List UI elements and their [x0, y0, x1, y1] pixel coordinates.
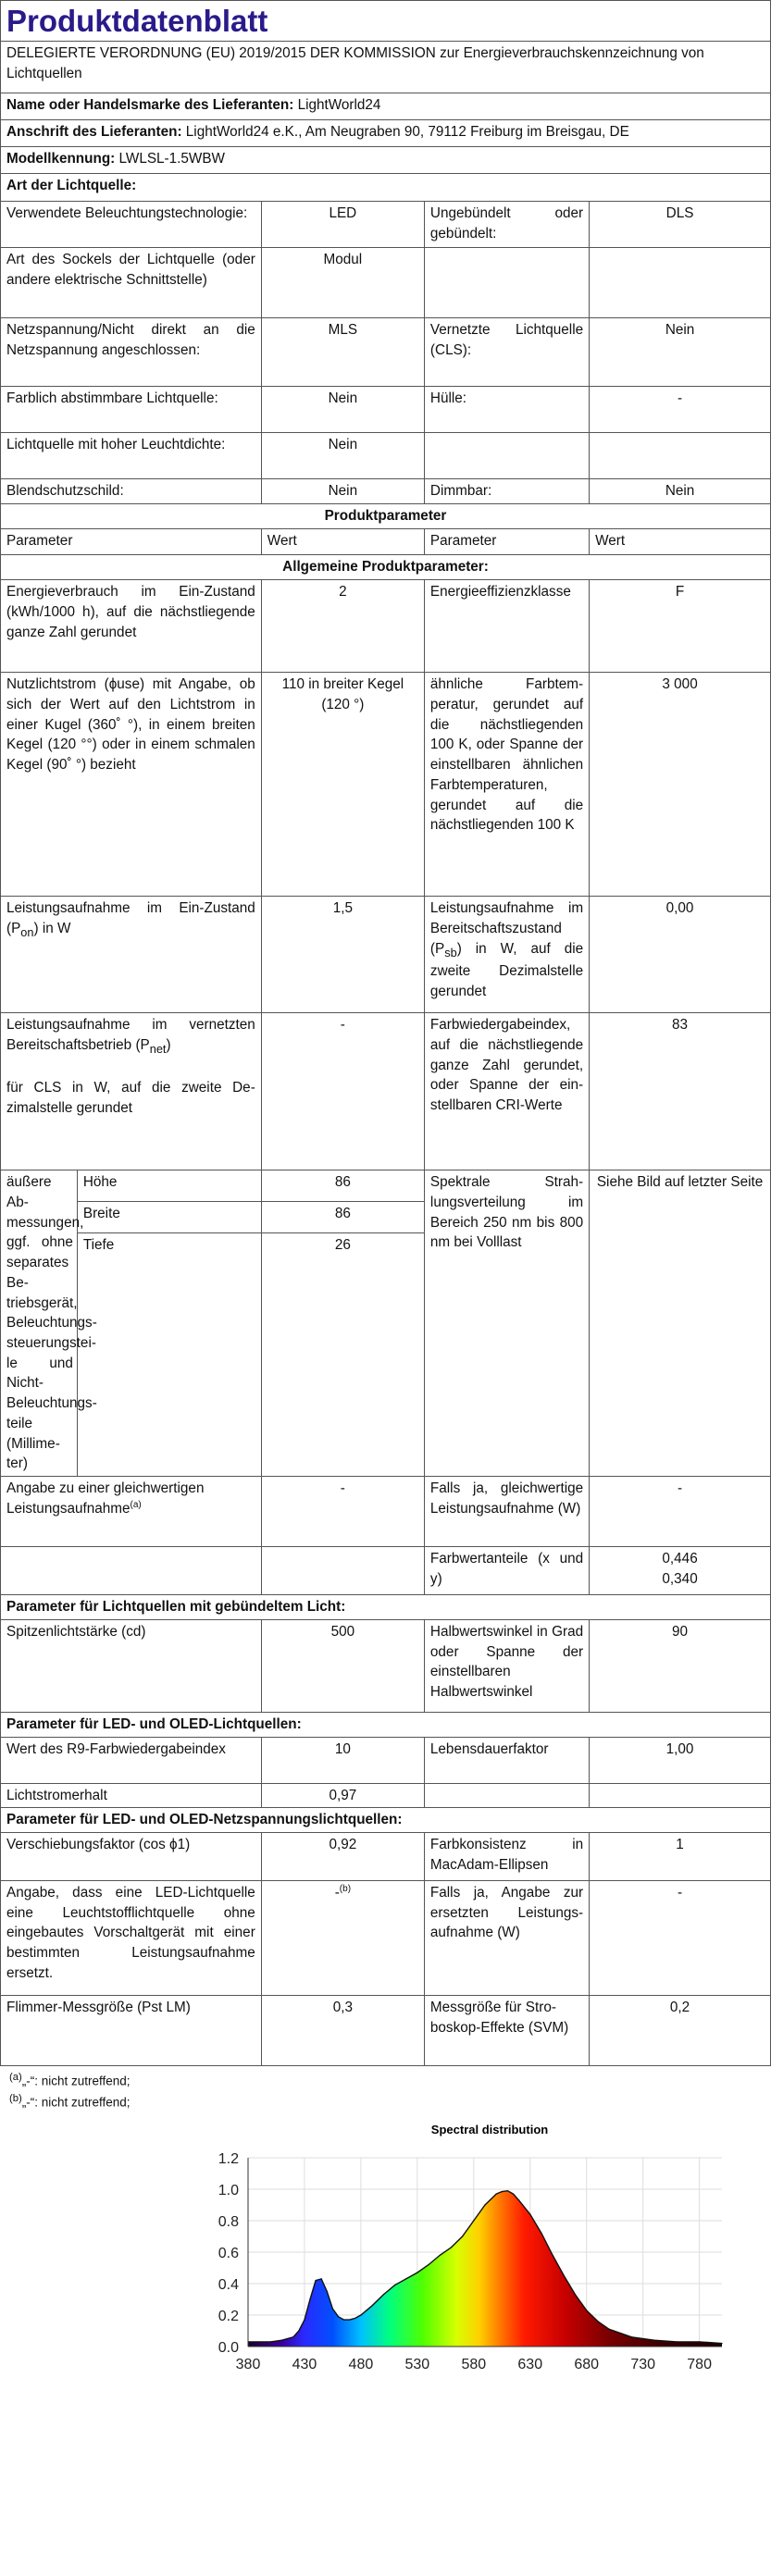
data-point [321, 2278, 322, 2279]
y-tick-label: 0.2 [218, 2308, 239, 2324]
table-row [1, 580, 771, 673]
y-tick-label: 0.4 [218, 2276, 239, 2293]
param-value: 500 [261, 1619, 424, 1712]
param-label: Energieverbrauch im Ein-Zustand (kWh/1000 h), auf die nächstliegende ganze Zahl gerundet [1, 580, 262, 673]
param-label: Art des Sockels der Lichtquelle (oder andere elektrische Schnittstelle) [1, 248, 262, 318]
param-value: - [590, 1477, 771, 1547]
data-point [513, 2193, 514, 2194]
param-label: Lebensdauerfaktor [424, 1737, 589, 1783]
y-tick-label: 0.6 [218, 2245, 239, 2261]
param-label: Ungebündelt oder gebündelt: [424, 202, 589, 248]
cri-label: Farbwiedergabeindex, auf die nächstliegende ganze Zahl gerundet, oder Spanne der einstellbaren CRI-Werte [424, 1013, 589, 1170]
column-header: Wert [590, 529, 771, 555]
data-point [338, 2316, 339, 2317]
param-value: Nein [261, 479, 424, 504]
table-row [1, 1619, 771, 1712]
param-value: 10 [261, 1737, 424, 1783]
page-title: Produktdatenblatt [1, 1, 771, 42]
data-point [564, 2275, 565, 2276]
param-value: DLS [590, 202, 771, 248]
chart-title: Spectral distribution [430, 2122, 549, 2136]
y-tick-label: 1.0 [218, 2182, 239, 2198]
column-header: Wert [261, 529, 424, 555]
table-row [1, 1170, 771, 1202]
y-tick-label: 1.2 [218, 2150, 239, 2167]
regulation-text: DELEGIERTE VERORDNUNG (EU) 2019/2015 DER KOMMISSION zur Energieverbrauchskennzeichnung von Lichtquellen [1, 42, 771, 93]
param-label: Falls ja, Angabe zur ersetzten Leistungsaufnahme (W) [424, 1880, 589, 1995]
supplier-name-row [1, 93, 771, 120]
param-value: 0,3 [261, 1995, 424, 2065]
chromaticity-label: Farbwertanteile (x und y) [424, 1547, 589, 1595]
data-point [677, 2341, 678, 2342]
supplier-name-label: Name oder Handelsmarke des Lieferanten: [6, 97, 294, 114]
param-label: Spitzenlichtstärke (cd) [1, 1619, 262, 1712]
table-row [1, 1547, 771, 1595]
y-tick-label: 0.0 [218, 2339, 239, 2356]
x-tick-label: 430 [292, 2356, 317, 2372]
cri-value: 83 [590, 1013, 771, 1170]
x-tick-label: 580 [461, 2356, 487, 2372]
data-point [270, 2341, 271, 2342]
table-row [1, 1832, 771, 1880]
param-value: Nein [261, 387, 424, 433]
power-standby-value: 0,00 [590, 897, 771, 1013]
param-label: Flimmer-Messgröße (Pst LM) [1, 1995, 262, 2065]
table-row [1, 318, 771, 387]
height-label: Höhe [77, 1170, 261, 1202]
param-label: Netzspannung/Nicht direkt an die Netzspannung angeschlossen: [1, 318, 262, 387]
table-row [1, 1477, 771, 1547]
table-row [1, 1783, 771, 1808]
data-point [529, 2213, 530, 2214]
param-label: Halbwertswinkel in Grad oder Spanne der einstellbaren Halbwertswinkel [424, 1619, 589, 1712]
width-label: Breite [77, 1202, 261, 1233]
data-point [699, 2341, 700, 2342]
footnotes [0, 2066, 771, 2113]
param-label: Farblich abstimmbare Lichtquelle: [1, 387, 262, 433]
table-row [1, 1995, 771, 2065]
param-label: Nutzlichtstrom (ϕuse) mit Angabe, ob sich der Wert auf den Lichtstrom in einer Kugel (360˚ °), in einem breiten Kegel (120 °°) oder in einem schmalen Kegel (90˚ °) bezieht [1, 673, 262, 897]
data-point [298, 2330, 299, 2331]
table-row [1, 479, 771, 504]
x-tick-label: 480 [348, 2356, 374, 2372]
x-tick-label: 780 [687, 2356, 712, 2372]
x-tick-label: 380 [235, 2356, 261, 2372]
width-value: 86 [261, 1202, 424, 1233]
spectral-distribution-chart [0, 2113, 771, 2391]
data-point [473, 2220, 474, 2221]
footnote-b: $^{(b)}$„-“: nicht zutreffend; [9, 2093, 131, 2110]
data-point [304, 2319, 305, 2320]
power-on-value: 1,5 [261, 897, 424, 1013]
data-point [597, 2321, 598, 2322]
spectral-label: Spektrale Strahlungsverteilung im Bereich 250 nm bis 800 nm bei Volllast [424, 1170, 589, 1477]
x-tick-label: 730 [630, 2356, 656, 2372]
param-value: 0,2 [590, 1995, 771, 2065]
table-row [1, 897, 771, 1013]
param-label: Hülle: [424, 387, 589, 433]
equiv-power-value: - [261, 1477, 424, 1547]
chromaticity-value: 0,446 0,340 [590, 1547, 771, 1595]
data-point [292, 2336, 293, 2337]
x-tick-label: 630 [517, 2356, 543, 2372]
data-point [343, 2319, 344, 2320]
table-row [1, 433, 771, 479]
data-point [309, 2298, 310, 2299]
table-row [1, 248, 771, 318]
product-params-heading: Produktparameter [1, 504, 771, 529]
spectral-chart-container [0, 2113, 771, 2576]
param-value: Modul [261, 248, 424, 318]
data-point [507, 2190, 508, 2191]
column-header: Parameter [1, 529, 262, 555]
param-value: - [590, 387, 771, 433]
table-row [1, 1737, 771, 1783]
param-label [424, 433, 589, 479]
param-label: Verschiebungsfaktor (cos ϕ1) [1, 1832, 262, 1880]
param-label: ähnliche Farbtemperatur, gerundet auf die nächstliegenden 100 K, oder Spanne der einstellbaren ähnlichen Farbtemperaturen, gerundet auf die nächstliegenden 100 K [424, 673, 589, 897]
param-label: Vernetzte Lichtquelle (CLS): [424, 318, 589, 387]
param-label: Lichtstromerhalt [1, 1783, 262, 1808]
table-row [1, 202, 771, 248]
param-value: 3 000 [590, 673, 771, 897]
model-label: Modellkennung: [6, 151, 116, 167]
param-label: Dimmbar: [424, 479, 589, 504]
param-value: Nein [261, 433, 424, 479]
supplier-address-row [1, 120, 771, 147]
supplier-name: LightWorld24 [297, 97, 381, 114]
param-value [590, 248, 771, 318]
table-row [1, 1880, 771, 1995]
param-label: Wert des R9-Farbwiedergabeindex [1, 1737, 262, 1783]
param-value: - [590, 1880, 771, 1995]
data-point [518, 2199, 519, 2200]
data-point [316, 2280, 317, 2281]
table-row [1, 387, 771, 433]
equiv-power-label: Angabe zu einer gleichwertigen Leistungsaufnahme$^{(a)}$ [1, 1477, 262, 1547]
param-label: Messgröße für Stroboskop-Effekte (SVM) [424, 1995, 589, 2065]
supplier-address: LightWorld24 e.K., Am Neugraben 90, 79112 Freiburg im Breisgau, DE [185, 124, 629, 141]
param-value: Nein [590, 479, 771, 504]
data-point [428, 2264, 429, 2265]
param-label: Angabe, dass eine LED-Lichtquelle eine Leuchtstofflichtquelle ohne eingebautes Vorschaltgerät mit einer bestimmten Leistungsaufnahme ersetzt. [1, 1880, 262, 1995]
param-value: MLS [261, 318, 424, 387]
data-point [451, 2247, 452, 2248]
power-standby-label: Leistungsaufnahme im Bereitschaftszustand $(P_{sb})$ in W, auf die zweite Dezimalstelle gerundet [424, 897, 589, 1013]
param-label [424, 248, 589, 318]
directional-heading: Parameter für Lichtquellen mit gebündeltem Licht: [1, 1595, 771, 1620]
param-value: 1,00 [590, 1737, 771, 1783]
param-label: Energieeffizienzklasse [424, 580, 589, 673]
param-label: Verwendete Beleuchtungstechnologie: [1, 202, 262, 248]
param-value: 110 in breiter Kegel (120 °) [261, 673, 424, 897]
param-value: 0,97 [261, 1783, 424, 1808]
depth-label: Tiefe [77, 1232, 261, 1476]
param-value: Nein [590, 318, 771, 387]
param-value: 2 [261, 580, 424, 673]
depth-value: 26 [261, 1232, 424, 1476]
height-value: 86 [261, 1170, 424, 1202]
supplier-address-label: Anschrift des Lieferanten: [6, 124, 182, 141]
data-point [281, 2339, 282, 2340]
param-label: Lichtquelle mit hoher Leuchtdichte: [1, 433, 262, 479]
dimensions-label: äußere Abmessungen, ggf. ohne separates Betriebsgerät, Beleuchtungssteuerungsteile und Nicht-Beleuchtungsteile (Millimeter) [1, 1170, 78, 1477]
data-point [332, 2308, 333, 2309]
param-label: Blendschutzschild: [1, 479, 262, 504]
data-point [349, 2319, 350, 2320]
param-value [590, 433, 771, 479]
power-on-label: Leistungsaufnahme im Ein-Zustand $(P_{on})$ in W [1, 897, 262, 1013]
data-point [354, 2318, 355, 2319]
param-value: F [590, 580, 771, 673]
data-point [653, 2339, 654, 2340]
data-point [721, 2343, 722, 2344]
data-point [405, 2278, 406, 2279]
data-point [631, 2336, 632, 2337]
data-point [383, 2294, 384, 2295]
data-point [502, 2191, 503, 2192]
model-id: LWLSL-1.5WBW [118, 151, 225, 167]
spectral-value: Siehe Bild auf letzter Seite [590, 1170, 771, 1477]
data-point [360, 2314, 361, 2315]
column-header-row [1, 529, 771, 555]
param-label: Falls ja, gleichwertige Leistungsaufnahme (W) [424, 1477, 589, 1547]
data-point [440, 2255, 441, 2256]
source-type-heading: Art der Lichtquelle: [1, 174, 771, 202]
data-point [372, 2305, 373, 2306]
column-header: Parameter [424, 529, 589, 555]
param-value: 0,92 [261, 1832, 424, 1880]
power-net-label: Leistungsaufnahme im vernetzten Bereitschaftsbetrieb $(P_{net})$ für CLS in W, auf die zweite Dezimalstelle gerundet [1, 1013, 262, 1170]
data-point [496, 2193, 497, 2194]
led-heading: Parameter für LED- und OLED-Lichtquellen: [1, 1712, 771, 1737]
mains-heading: Parameter für LED- und OLED-Netzspannungslichtquellen: [1, 1808, 771, 1833]
general-params-heading: Allgemeine Produktparameter: [1, 555, 771, 580]
spectrum-area [248, 2190, 722, 2346]
data-point [609, 2328, 610, 2329]
model-row [1, 147, 771, 174]
data-point [462, 2235, 463, 2236]
y-tick-label: 0.8 [218, 2213, 239, 2230]
data-point [575, 2294, 576, 2295]
param-value: -$^{(b)}$ [261, 1880, 424, 1995]
data-point [327, 2291, 328, 2292]
data-point [484, 2204, 485, 2205]
param-label: Farbkonsistenz in MacAdam-Ellipsen [424, 1832, 589, 1880]
x-tick-label: 530 [404, 2356, 430, 2372]
param-value: LED [261, 202, 424, 248]
footnote-a: $^{(a)}$„-“: nicht zutreffend; [9, 2071, 131, 2088]
param-value: 90 [590, 1619, 771, 1712]
param-value: 1 [590, 1832, 771, 1880]
power-net-value: - [261, 1013, 424, 1170]
table-row [1, 673, 771, 897]
x-tick-label: 680 [574, 2356, 600, 2372]
table-row [1, 1013, 771, 1170]
